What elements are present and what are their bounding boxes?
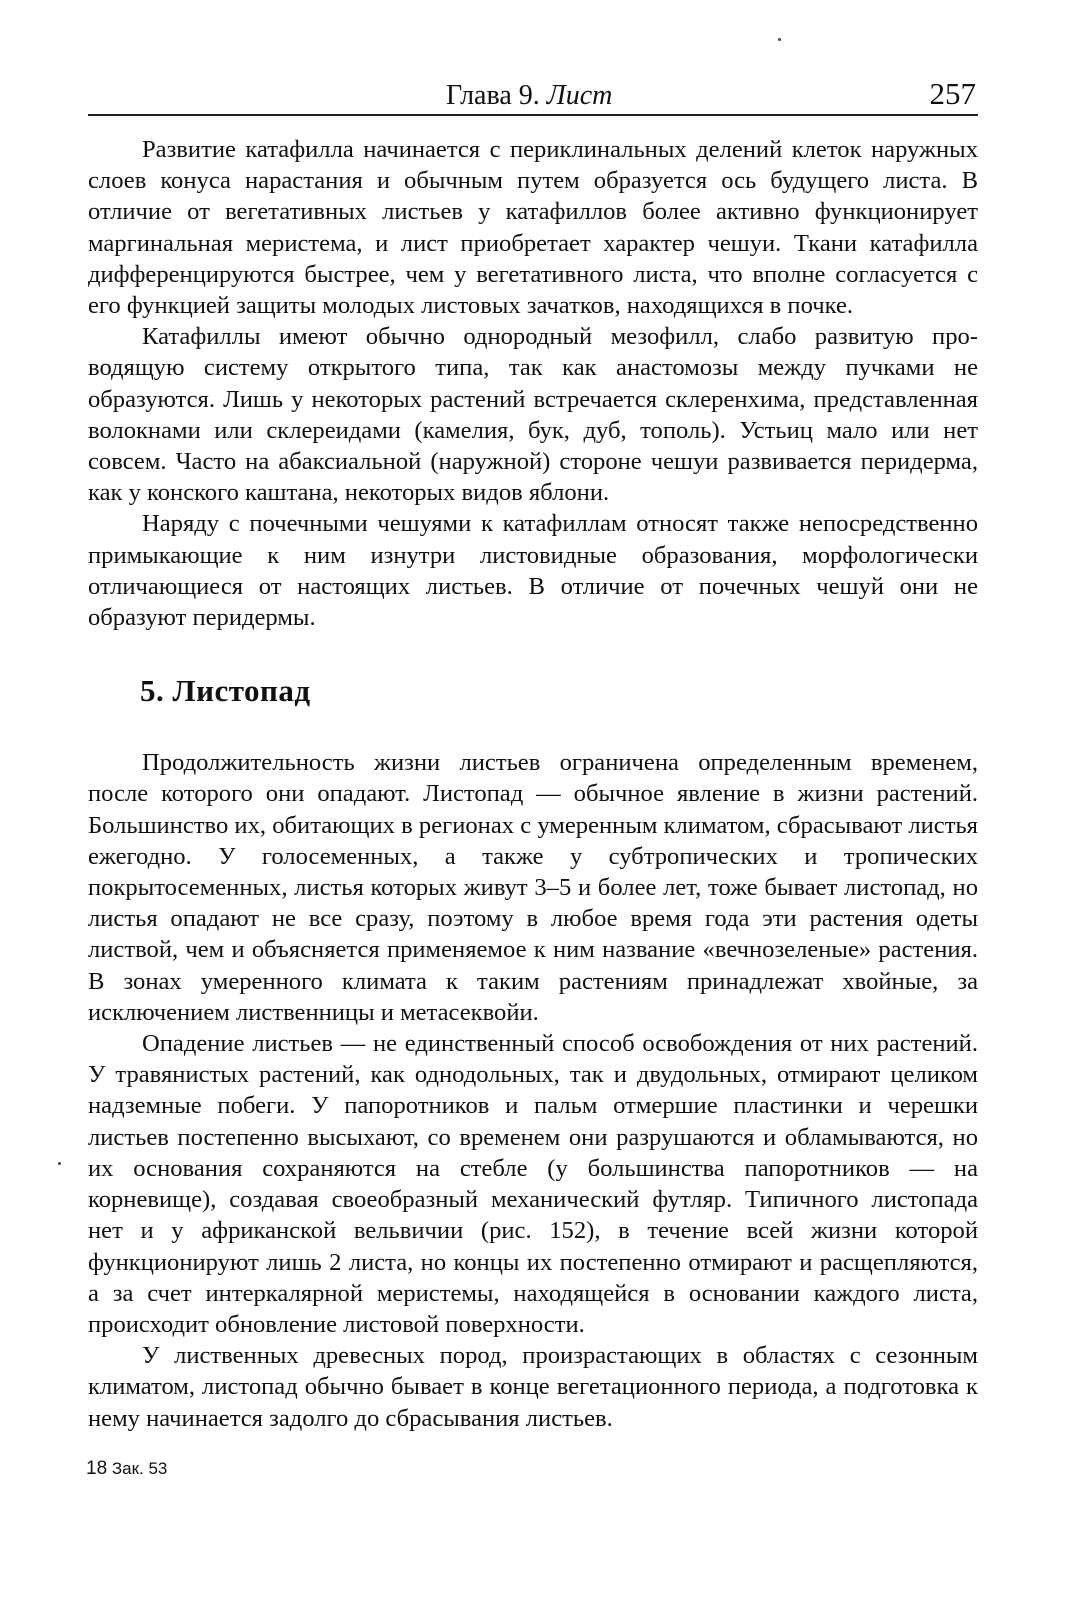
page-number: 257 [929,76,976,111]
paragraph-leaf-lifespan: Продолжительность жизни листьев ограничена определенным временем, после которого они опадают. Листопад — обычное явление в жизни растений. Большинство их, обитающих в регионах с умеренным климатом, сбрасывают листья ежегодно. У голосеменных, а также у субтропических и тропических покрытосеменных, листья которых живут 3–5 и более лет, тоже бывает листопад, но листья опадают не все сразу, поэтому в любое время года эти растения одеты листвой, чем и объясняется применяемое к ним название «вечнозеленые» растения. В зонах умеренного климата к таким растениям принадлежат хвойные, за исключением лиственницы и метасеквойи. [88,749,978,1026]
paragraph-cataphyll-development: Развитие катафилла начинается с периклинальных делений клеток наружных слоев конуса нарастания и обычным путем образуется ось будущего листа. В отличие от вегетативных листьев у катафиллов более активно функционирует маргинальная меристема, и лист приобретает характер чешуи. Ткани катафилла дифференцируются быстрее, чем у вегетативного листа, что вполне согласуется с его функцией защиты молодых листовых зачатков, находящихся в почке. [88,136,978,320]
section-heading [140,673,978,709]
chapter-title: Лист [546,80,613,111]
paragraph-cataphyll-related: Наряду с почечными чешуями к катафиллам относят также непосредственно примыкающие к ним изнутри листовидные образования, морфологически отличающиеся от настоящих листьев. В отличие от почечных чешуй они не образуют перидермы. [88,510,978,632]
order-label: Зак. 53 [111,1459,168,1478]
body-text [88,134,978,1434]
running-header [88,70,978,116]
chapter-heading [446,80,612,112]
paragraph-deciduous-trees: У лиственных древесных пород, произрастающих в областях с сезонным климатом, листопад обычно бывает в конце вегетационного периода, а подготовка к нему начинается задолго до сбрасывания листьев. [88,1342,978,1432]
paragraph-cataphyll-structure: Катафиллы имеют обычно однородный мезофилл, слабо развитую проводящую систему открытого типа, так как анастомозы между пучками не образуются. Лишь у некоторых растений встречается склеренхима, представленная волокнами или склереидами (камелия, бук, дуб, тополь). Устьиц мало или нет совсем. Часто на абаксиальной (наружной) стороне чешуи развивается перидерма, как у конского каштана, некоторых видов яблони. [88,323,978,507]
paragraph-leaf-shedding-methods: Опадение листьев — не единственный способ освобождения от них растений. У травянистых растений, как однодольных, так и двудольных, отмирают целиком надземные побеги. У папоротников и пальм отмершие пластинки и черешки листьев постепенно высыхают, со временем они разрушаются и обламываются, но их основания сохраняются на стебле (у большинства папоротников — на корневище), создавая своеобразный механический футляр. Типичного листопада нет и у африканской вельвичии (рис. 152), в течение всей жизни которой функционируют лишь 2 листа, но концы их постепенно отмирают и расщепляются, а за счет интеркалярной меристемы, находящейся в основании каждого листа, происходит обновление листовой поверхности. [88,1030,978,1338]
signature-number: 18 [86,1458,108,1479]
scan-speck [778,38,781,41]
scan-speck [58,1162,61,1165]
section-title: Листопад [172,673,311,709]
chapter-prefix: Глава 9. [446,80,540,111]
printer-signature [86,1458,167,1480]
section-number: 5. [140,673,165,709]
book-page [88,70,978,1434]
